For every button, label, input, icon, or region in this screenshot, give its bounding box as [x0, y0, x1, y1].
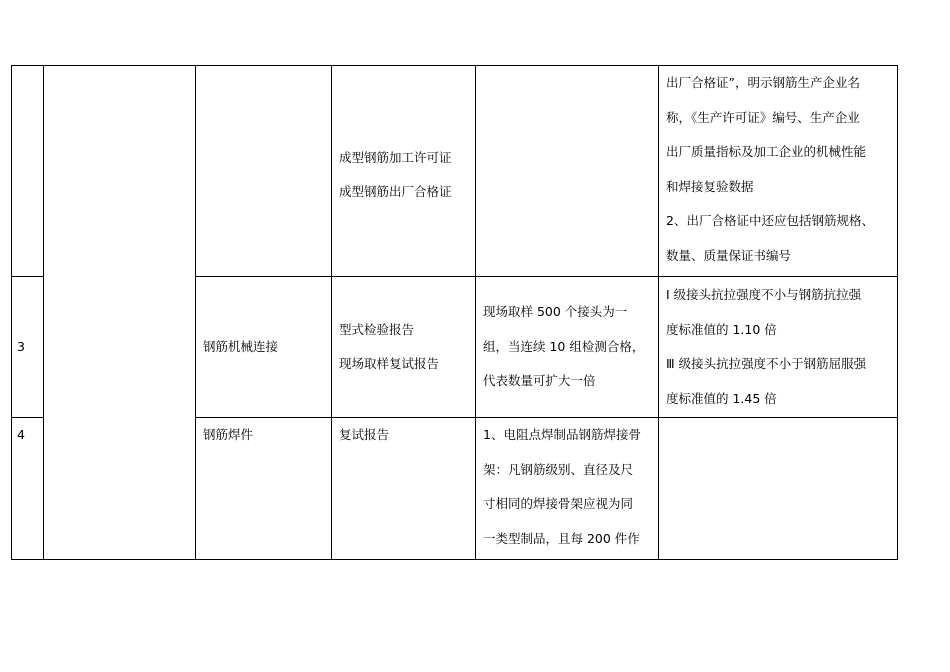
item-cell: [196, 66, 332, 277]
sampling-line: 寸相同的焊接骨架应视为同: [483, 496, 634, 511]
requirement-line: 出厂合格证”，明示钢筋生产企业名: [666, 75, 860, 90]
requirements-cell: [659, 66, 898, 277]
sampling-cell: [476, 66, 659, 277]
requirements-cell: [659, 418, 898, 560]
doc-line: 成型钢筋出厂合格证: [339, 184, 452, 199]
doc-line: 复试报告: [339, 427, 390, 442]
sampling-cell: [476, 418, 659, 560]
requirement-line: 度标准值的 1.10 倍: [666, 321, 777, 337]
docs-cell: [332, 66, 476, 277]
sampling-line: 架：凡钢筋级别、直径及尺: [483, 461, 634, 477]
requirement-line: 和焊接复验数据: [666, 178, 754, 194]
doc-line: 现场取样复试报告: [339, 356, 440, 371]
table-row: [12, 66, 898, 277]
requirement-line: Ⅰ 级接头抗拉强度不小与钢筋抗拉强: [666, 287, 862, 302]
requirement-line: 称，《生产许可证》编号、生产企业: [666, 109, 860, 125]
docs-cell: [332, 277, 476, 418]
sampling-cell: [476, 277, 659, 418]
requirement-line: 出厂质量指标及加工企业的机械性能: [666, 144, 867, 159]
requirement-line: 2、出厂合格证中还应包括钢筋规格、: [666, 213, 874, 228]
doc-line: 型式检验报告: [339, 321, 415, 337]
item-cell: 钢筋焊件: [196, 418, 332, 560]
row-number-cell: 3: [12, 277, 44, 418]
sampling-line: 代表数量可扩大一倍: [483, 373, 596, 389]
category-cell: [44, 66, 196, 560]
row-number-cell: 4: [12, 418, 44, 560]
inspection-table: [11, 65, 898, 560]
docs-cell: [332, 418, 476, 560]
item-cell: 钢筋机械连接: [196, 277, 332, 418]
sampling-line: 一类型制品，且每 200 件作: [483, 530, 640, 546]
requirement-line: Ⅲ 级接头抗拉强度不小于钢筋屈服强: [666, 356, 867, 371]
requirement-line: 度标准值的 1.45 倍: [666, 390, 777, 406]
requirements-cell: [659, 277, 898, 418]
doc-line: 成型钢筋加工许可证: [339, 149, 452, 165]
sampling-line: 1、电阻点焊制品钢筋焊接骨: [483, 427, 641, 442]
sampling-line: 现场取样 500 个接头为一: [483, 304, 628, 320]
row-number-cell: [12, 66, 44, 277]
sampling-line: 组，当连续 10 组检测合格，: [483, 338, 645, 354]
requirement-line: 数量、质量保证书编号: [666, 247, 792, 263]
